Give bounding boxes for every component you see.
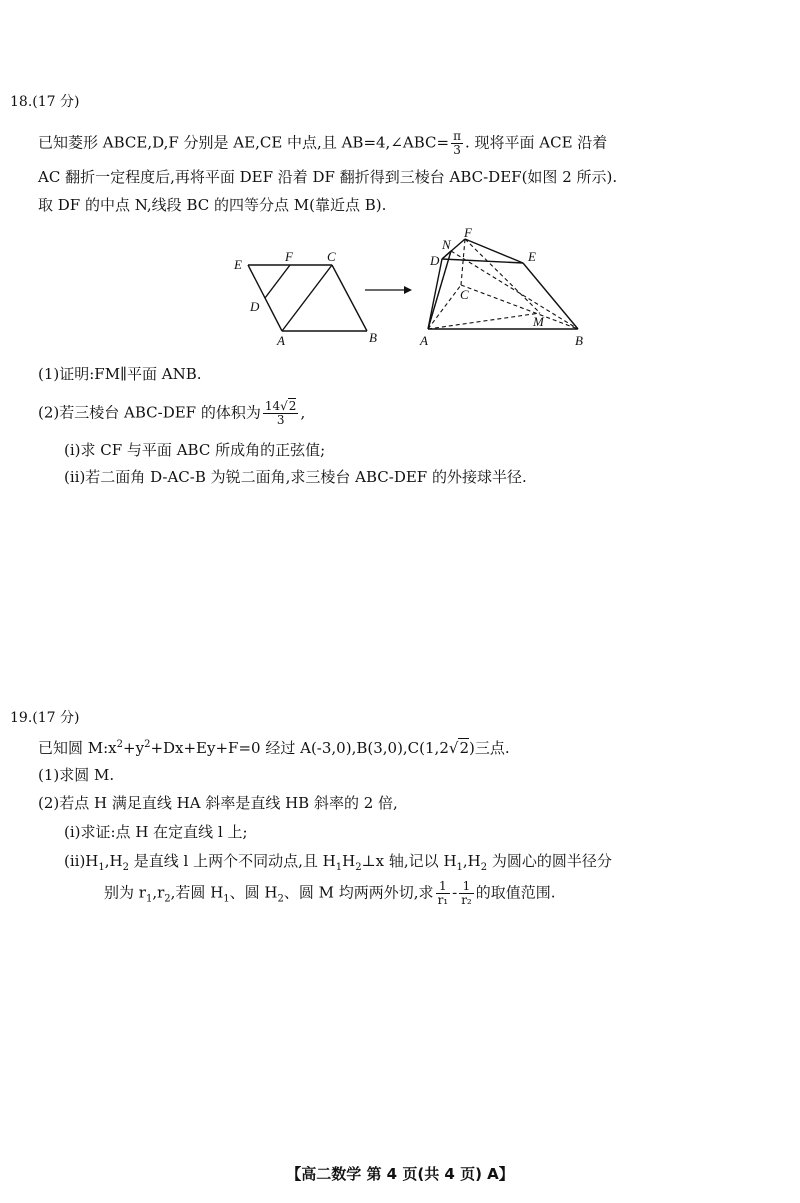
fraction-denominator: r₁: [437, 893, 449, 907]
label-D2: D: [430, 253, 440, 268]
subscript: 1: [145, 893, 153, 905]
arrow-icon: [365, 286, 412, 294]
q18-text-line-1: [38, 130, 607, 157]
numerator-radicand: 2: [288, 399, 297, 413]
label-M: M: [533, 314, 544, 329]
subscript: 1: [98, 862, 105, 873]
q18-part2-b: ,: [300, 403, 306, 422]
q19-line1-a: 已知圆 M:x: [38, 739, 117, 757]
figure-1-labels: [233, 249, 377, 348]
subscript: 1: [335, 862, 343, 873]
label-C2: C: [460, 287, 469, 302]
q18-line1-b: . 现将平面 ACE 沿着: [464, 133, 608, 152]
figure-1-rhombus: [248, 265, 367, 331]
label-E2: E: [528, 249, 536, 264]
t: ,r: [152, 883, 165, 902]
q18-part-2: [38, 400, 305, 427]
q19-part-2-ii-line-1: [64, 851, 612, 871]
q19-part-1: (1)求圆 M.: [38, 766, 115, 784]
t: ,H: [104, 852, 123, 870]
t: 、圆 M 均两两外切,求: [283, 883, 434, 902]
fraction-denominator: 3: [453, 143, 461, 157]
exponent: 2: [144, 739, 151, 750]
q18-line1-a: 已知菱形 ABCE,D,F 分别是 AE,CE 中点,且 AB=4,∠ABC=: [38, 133, 450, 152]
label-F: F: [285, 249, 293, 264]
q18-text-line-2: AC 翻折一定程度后,再将平面 DEF 沿着 DF 翻折得到三棱台 ABC-DEF(如图 2 所示).: [38, 168, 618, 186]
t: ,若圆 H: [170, 883, 224, 902]
q18-part-1: (1)证明:FM∥平面 ANB.: [38, 365, 202, 383]
q19-part-2-i: (ⅰ)求证:点 H 在定直线 l 上;: [64, 823, 248, 841]
minus-sign: -: [452, 883, 458, 902]
sqrt-icon: √: [280, 399, 288, 413]
label-B: B: [369, 330, 377, 345]
t: H: [342, 852, 356, 870]
subscript: 2: [355, 862, 362, 873]
numerator-coefficient: 14: [264, 399, 281, 413]
radicand: 2: [459, 739, 469, 757]
t: 、圆 H: [229, 883, 278, 902]
subscript: 2: [122, 862, 129, 873]
q18-part-2-i: (ⅰ)求 CF 与平面 ABC 所成角的正弦值;: [64, 441, 326, 459]
q18-figure: [230, 225, 600, 355]
label-F2: F: [464, 225, 472, 240]
fraction-numerator: [263, 400, 299, 414]
subscript: 1: [223, 893, 230, 905]
q19-part-2: (2)若点 H 满足直线 HA 斜率是直线 HB 斜率的 2 倍,: [38, 794, 398, 812]
q18-part2-a: (2)若三棱台 ABC-DEF 的体积为: [38, 403, 261, 422]
subscript: 1: [456, 862, 463, 873]
t: 为圆心的圆半径分: [487, 852, 612, 870]
label-D: D: [250, 299, 260, 314]
fraction-numerator: 1: [436, 880, 451, 894]
t: 的取值范围.: [475, 883, 556, 902]
q19-text-line-1: [38, 738, 510, 758]
q19-part-2-ii-line-2: [104, 880, 556, 907]
t: (ⅱ)H: [64, 852, 99, 870]
sqrt-icon: √: [448, 739, 459, 757]
q19-header: 19.(17 分): [10, 710, 80, 726]
figure-2-hidden-edges: [428, 239, 578, 329]
fraction-denominator: 3: [276, 413, 285, 427]
q18-angle-fraction: [451, 130, 463, 157]
page-footer: 【高二数学 第 4 页(共 4 页) A】: [286, 1165, 514, 1183]
fraction-numerator: 1: [459, 880, 474, 894]
t: ,H: [462, 852, 481, 870]
q19-line1-b: +y: [123, 739, 145, 757]
fraction-numerator: π: [453, 129, 461, 143]
exponent: 2: [116, 739, 124, 750]
label-C: C: [327, 249, 336, 264]
subscript: 2: [277, 893, 284, 905]
q18-text-line-3: 取 DF 的中点 N,线段 BC 的四等分点 M(靠近点 B).: [38, 196, 387, 214]
q19-line1-c: +Dx+Ey+F=0 经过 A(-3,0),B(3,0),C(1,2: [150, 739, 449, 757]
label-E: E: [234, 257, 242, 272]
fraction-1-over-r2: [459, 880, 474, 907]
q19-line1-d: )三点.: [468, 739, 510, 757]
subscript: 2: [480, 862, 488, 873]
q18-part-2-ii: (ⅱ)若二面角 D-AC-B 为锐二面角,求三棱台 ABC-DEF 的外接球半径.: [64, 468, 527, 486]
t: ⊥x 轴,记以 H: [361, 852, 457, 870]
q18-header: 18.(17 分): [10, 94, 80, 110]
fraction-1-over-r1: [436, 880, 451, 907]
label-N: N: [442, 237, 451, 252]
label-A: A: [277, 333, 285, 348]
volume-fraction: [263, 400, 299, 427]
label-A2: A: [420, 333, 428, 348]
t: 是直线 l 上两个不同动点,且 H: [129, 852, 336, 870]
label-B2: B: [575, 333, 583, 348]
fraction-denominator: r₂: [461, 893, 472, 907]
t: 别为 r: [104, 883, 146, 902]
subscript: 2: [164, 893, 171, 905]
